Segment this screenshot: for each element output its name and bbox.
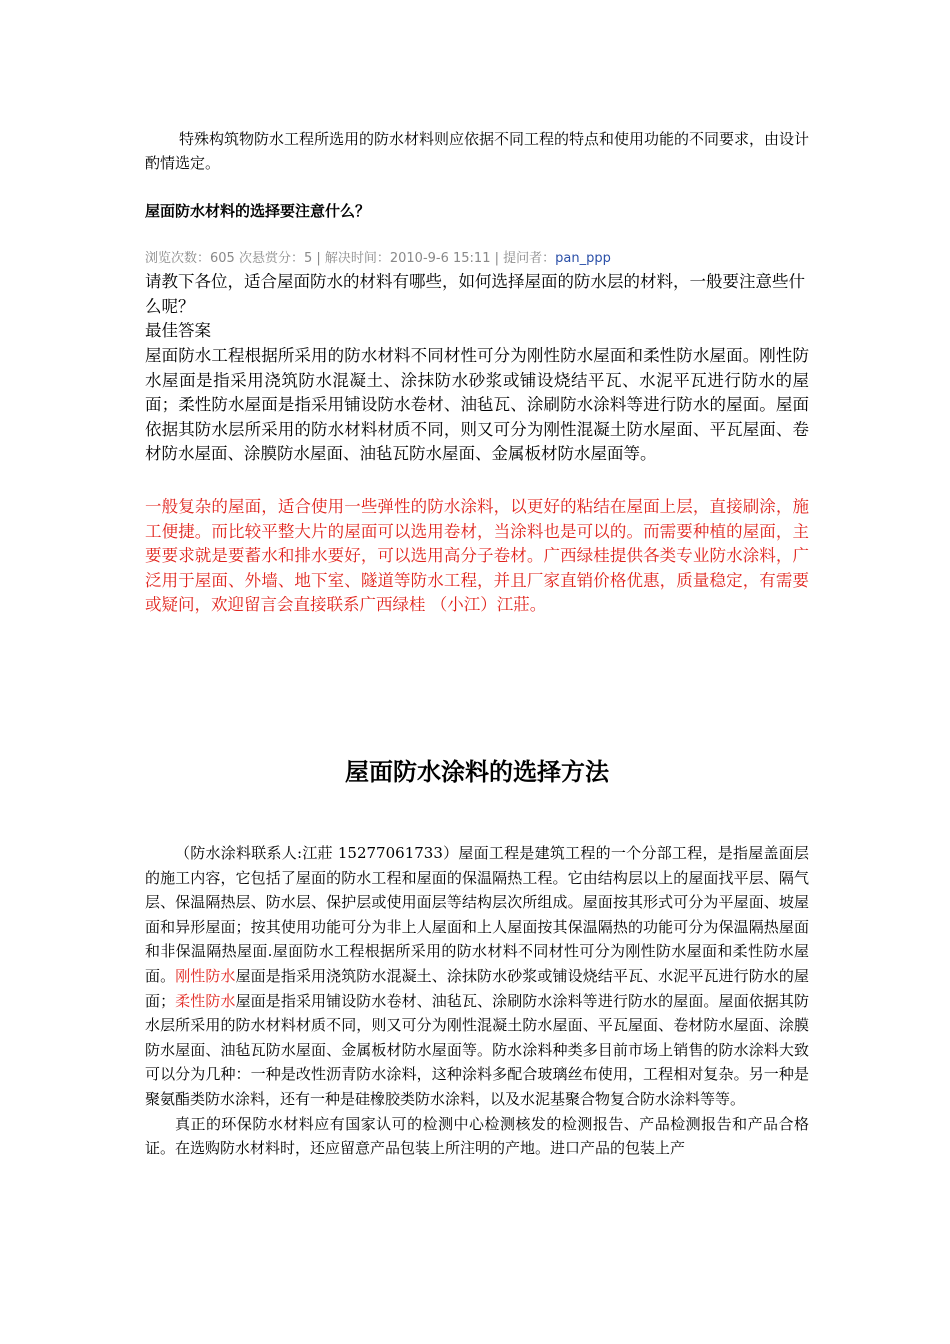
article-paragraph: 真正的环保防水材料应有国家认可的检测中心检测核发的检测报告、产品检测报告和产品合格证。在选购防水材料时，还应留意产品包装上所注明的产地。进口产品的包装上产 [145,1114,809,1158]
question-title: 屋面防水材料的选择要注意什么？ [145,202,371,220]
best-answer-body: 屋面防水工程根据所采用的防水材料不同材性可分为刚性防水屋面和柔性防水屋面。刚性防水屋面是指采用浇筑防水混凝土、涂抹防水砂浆或铺设烧结平瓦、水泥平瓦进行防水的屋面；柔性防水屋面是指采用铺设防水卷材、油毡瓦、涂刷防水涂料等进行防水的屋面。屋面依据其防水层所采用的防水材料材质不同，则又可分为刚性混凝土防水屋面、平瓦屋面、卷材防水屋面、涂膜防水屋面、油毡瓦防水屋面、金属板材防水屋面等。 [145,346,809,463]
intro-paragraph: 特殊构筑物防水工程所选用的防水材料则应依据不同工程的特点和使用功能的不同要求，由设计酌情选定。 [145,130,810,172]
article-paragraph [145,841,809,1112]
paragraph-text: （防水涂料联系人:江莊 15277061733）屋面工程是建筑工程的一个分部工程，是指屋盖面层的施工内容，它包括了屋面的防水工程和屋面的保温隔热工程。它由结构层以上的屋面找平层、隔气层、保温隔热层、防水层、保护层或使用面层等结构层次所组成。屋面按其形式可分为平屋面、坡屋面和异形屋面；按其使用功能可分为非上人屋面和上人屋面按其保温隔热的功能可分为保温隔热屋面和非保温隔热屋面.屋面防水工程根据所采用的防水材料不同材性可分为刚性防水屋面和柔性防水屋面。 [145,844,809,985]
best-answer-label: 最佳答案 [145,321,211,340]
paragraph-text: 屋面是指采用浇筑防水混凝土、涂抹防水砂浆或铺设烧结平瓦、水泥平瓦进行防水的屋面； [145,966,809,1010]
highlight-flexible: 柔性防水 [175,991,236,1010]
question-body: 请教下各位，适合屋面防水的材料有哪些，如何选择屋面的防水层的材料，一般要注意些什么呢？ [145,272,805,316]
promo-paragraph: 一般复杂的屋面，适合使用一些弹性的防水涂料，以更好的粘结在屋面上层，直接刷涂，施工便捷。而比较平整大片的屋面可以选用卷材，当涂料也是可以的。而需要种植的屋面，主要要求就是要蓄水和排水要好，可以选用高分子卷材。广西绿桂提供各类专业防水涂料，广泛用于屋面、外墙、地下室、隧道等防水工程，并且厂家直销价格优惠，质量稳定，有需要或疑问，欢迎留言会直接联系广西绿桂 （小江）江莊。 [145,497,809,614]
highlight-rigid: 刚性防水 [175,966,236,985]
article-body [145,841,809,1161]
meta-text: 浏览次数：605 次悬赏分：5 | 解决时间：2010-9-6 15:11 | 提问者： [145,251,556,266]
question-meta [145,247,611,266]
asker-link[interactable]: pan_ppp [555,251,611,266]
paragraph-text: 屋面是指采用铺设防水卷材、油毡瓦、涂刷防水涂料等进行防水的屋面。屋面依据其防水层所采用的防水材料材质不同，则又可分为刚性混凝土防水屋面、平瓦屋面、卷材防水屋面、涂膜防水屋面、油毡瓦防水屋面、金属板材防水屋面等。防水涂料种类多目前市场上销售的防水涂料大致可以分为几种：一种是改性沥青防水涂料，这种涂料多配合玻璃丝布使用，工程相对复杂。另一种是聚氨酯类防水涂料，还有一种是硅橡胶类防水涂料，以及水泥基聚合物复合防水涂料等等。 [145,991,809,1108]
article-heading: 屋面防水涂料的选择方法 [345,758,609,786]
